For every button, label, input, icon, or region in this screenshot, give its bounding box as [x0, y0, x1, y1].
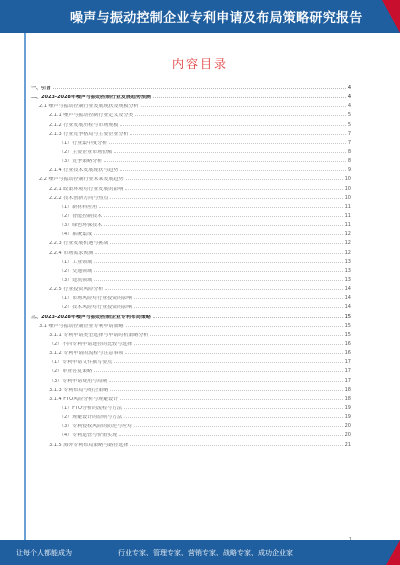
toc-entry-page: 8 [347, 158, 351, 165]
toc-entry[interactable] [31, 431, 351, 440]
toc-leader-dots [104, 225, 342, 226]
toc-leader-dots [110, 198, 342, 199]
toc-leader-dots [110, 243, 342, 244]
toc-entry[interactable] [31, 322, 351, 331]
toc-leader-dots [153, 317, 343, 318]
toc-entry[interactable] [31, 130, 351, 139]
toc-entry[interactable] [31, 331, 351, 340]
toc-leader-dots [110, 390, 342, 391]
toc-entry-label: （4）系统集成 [59, 232, 93, 238]
toc-leader-dots [134, 344, 342, 345]
toc-entry-page: 5 [347, 112, 351, 119]
report-title: 噪声与振动控制企业专利申请及布局策略研究报告 [70, 11, 363, 26]
toc-title: 内容目录 [171, 57, 228, 71]
toc-entry-label: 三、2023-2028年噪声与振动控制企业专利布局策略 [31, 314, 151, 320]
toc-leader-dots [53, 88, 346, 89]
toc-entry-page: 10 [344, 176, 351, 183]
toc-entry-page: 14 [344, 304, 351, 311]
toc-entry[interactable] [31, 367, 351, 376]
toc-entry-page: 15 [344, 322, 351, 329]
toc-entry[interactable] [31, 349, 351, 358]
toc-entry-page: 12 [344, 249, 351, 256]
toc-entry-page: 14 [344, 295, 351, 302]
sidebar-decoration-line [24, 33, 26, 553]
toc-entry-label: （1）FTO分析的流程与方法 [59, 405, 122, 411]
toc-entry-page: 13 [344, 277, 351, 284]
toc-entry-page: 13 [344, 258, 351, 265]
toc-entry[interactable] [31, 84, 351, 93]
toc-entry-page: 7 [347, 139, 351, 146]
toc-leader-dots [125, 353, 342, 354]
toc-leader-dots [99, 207, 342, 208]
toc-entry-label: （1）专利申请文件撰写要点 [49, 360, 113, 366]
toc-entry-page: 11 [344, 213, 351, 220]
toc-entry[interactable] [31, 111, 351, 120]
toc-entry[interactable] [31, 139, 351, 148]
toc-leader-dots [126, 326, 343, 327]
toc-entry-page: 15 [344, 331, 351, 338]
toc-leader-dots [120, 125, 345, 126]
toc-entry[interactable] [31, 377, 351, 386]
toc-leader-dots [95, 253, 342, 254]
toc-entry-label: （1）工业领域 [59, 259, 93, 265]
toc-entry-label: 3.1.2 专利申请的流程与注意事项 [49, 351, 124, 357]
toc-leader-dots [94, 234, 342, 235]
toc-entry-page: 4 [347, 94, 351, 101]
header-bar [0, 0, 400, 33]
toc-entry-label: 2.1.1 噪声与振动控制行业定义及分类 [49, 113, 134, 119]
toc-entry-page: 10 [344, 194, 351, 201]
toc-entry-page: 5 [347, 121, 351, 128]
toc-entry[interactable] [31, 258, 351, 267]
toc-entry[interactable] [31, 239, 351, 248]
toc-entry-page: 11 [344, 203, 351, 210]
toc-leader-dots [135, 115, 345, 116]
toc-entry-label: 2.1.2 行业发展历程与市场规模 [49, 122, 119, 128]
toc-leader-dots [94, 262, 342, 263]
toc-leader-dots [130, 445, 342, 446]
toc-entry[interactable] [31, 267, 351, 276]
toc-leader-dots [119, 435, 342, 436]
toc-entry-label: 2.2.5 行业投资风险分析 [49, 287, 104, 293]
toc-entry-label: 3.1 噪声与振动控制企业专利申请策略 [39, 323, 124, 329]
toc-entry[interactable] [31, 404, 351, 413]
toc-entry-label: 2.1.3 行业竞争格局与主要企业分析 [49, 131, 129, 137]
toc-entry-label: 一、引言 [31, 86, 52, 92]
toc-leader-dots [124, 408, 343, 409]
toc-entry[interactable] [31, 303, 351, 312]
toc-entry[interactable] [31, 157, 351, 166]
toc-leader-dots [109, 143, 346, 144]
footer-bar [0, 540, 400, 565]
toc-entry-label: （1）新材料应用 [59, 204, 98, 210]
toc-entry-page: 16 [344, 350, 351, 357]
toc-entry[interactable] [31, 203, 351, 212]
toc-entry[interactable] [31, 285, 351, 294]
toc-entry[interactable] [31, 230, 351, 239]
toc-entry[interactable] [31, 102, 351, 111]
toc-entry-label: 2.2.4 市场需求预测 [49, 250, 94, 256]
toc-entry-label: （2）交通领域 [59, 268, 93, 274]
toc-entry-label: （1）市场风险对行业投资的影响 [59, 296, 133, 302]
toc-entry[interactable] [31, 386, 351, 395]
toc-entry-label: 2.2.1 政策环境对行业发展的影响 [49, 186, 124, 192]
toc-entry-label: （3）竞争策略分析 [59, 159, 103, 165]
toc-entry-label: 2.1 噪声与振动控制行业发展现状及规模分析 [39, 104, 139, 110]
toc-leader-dots [120, 170, 345, 171]
toc-entry-page: 19 [344, 404, 351, 411]
toc-entry-label: （3）专利侵权风险的防范与应对 [59, 424, 133, 430]
toc-entry-page: 17 [344, 359, 351, 366]
toc-entry-page: 20 [344, 423, 351, 430]
toc-entry-page: 14 [344, 286, 351, 293]
toc-leader-dots [150, 335, 342, 336]
toc-entry-label: （2）技术风险对行业投资的影响 [59, 305, 133, 311]
toc-leader-dots [141, 106, 346, 107]
toc-entry-page: 17 [344, 377, 351, 384]
toc-entry-page: 15 [344, 313, 351, 320]
toc-entry[interactable] [31, 121, 351, 130]
toc-entry[interactable] [31, 294, 351, 303]
toc-entry-label: （2）不同专利申请途径的比较与选择 [49, 342, 133, 347]
table-of-contents [31, 84, 351, 450]
header-corner-decoration [382, 0, 400, 33]
toc-entry-page: 20 [344, 432, 351, 439]
toc-entry-page: 12 [344, 240, 351, 247]
toc-entry-label: （1）行业集中度分析 [59, 140, 108, 146]
toc-entry[interactable] [31, 358, 351, 367]
toc-entry-label: （2）主要企业市场份额 [59, 150, 113, 156]
toc-entry[interactable] [31, 221, 351, 230]
toc-entry-page: 18 [344, 386, 351, 393]
toc-entry-label: 2.2.3 行业发展机遇与挑战 [49, 241, 109, 247]
toc-entry-label: （3）绿色环保技术 [59, 223, 103, 229]
toc-entry-page: 4 [347, 103, 351, 110]
toc-entry-page: 17 [344, 368, 351, 375]
toc-entry[interactable] [31, 212, 351, 221]
toc-leader-dots [130, 134, 345, 135]
toc-leader-dots [94, 280, 342, 281]
toc-leader-dots [134, 426, 342, 427]
toc-entry-page: 9 [347, 167, 351, 174]
footer-slogan-right: 行业专家、管理专家、营销专家、战略专家、成功企业家 [118, 549, 293, 557]
toc-entry-label: （3）建筑领域 [59, 278, 93, 284]
toc-entry[interactable] [31, 276, 351, 285]
toc-entry[interactable] [31, 148, 351, 157]
toc-entry-label: （2）审查答复策略 [49, 369, 93, 375]
toc-entry-label: 2.2 噪声与振动控制行业未来发展趋势 [39, 177, 124, 183]
toc-entry-page: 4 [347, 85, 351, 92]
toc-entry[interactable] [31, 249, 351, 258]
toc-entry-page: 18 [344, 395, 351, 402]
toc-leader-dots [109, 381, 342, 382]
toc-entry[interactable] [31, 395, 351, 404]
toc-entry-page: 19 [344, 414, 351, 421]
toc-leader-dots [105, 289, 342, 290]
toc-leader-dots [120, 399, 343, 400]
toc-entry[interactable] [31, 185, 351, 194]
toc-entry-page: 11 [344, 222, 351, 229]
toc-entry-label: 2.2.2 技术创新方向与热点 [49, 195, 109, 201]
toc-entry[interactable] [31, 413, 351, 422]
toc-entry-page: 12 [344, 231, 351, 238]
toc-leader-dots [125, 189, 342, 190]
toc-entry[interactable] [31, 166, 351, 175]
toc-entry[interactable] [31, 340, 351, 349]
toc-entry[interactable] [31, 93, 351, 102]
toc-entry-label: 3.1.4 FTO风险分析与规避设计 [49, 396, 119, 402]
toc-entry-label: （3）专利申请费用与周期 [49, 378, 108, 384]
toc-leader-dots [114, 362, 342, 363]
toc-entry-page: 8 [347, 149, 351, 156]
toc-leader-dots [94, 271, 342, 272]
toc-entry-label: 3.1.5 海外专利布局策略与路径选择 [49, 442, 129, 448]
toc-entry-page: 16 [344, 341, 351, 347]
toc-entry-page: 21 [344, 441, 351, 448]
toc-entry-label: 3.1.3 专利布局与组合策略 [49, 387, 109, 393]
toc-leader-dots [104, 161, 346, 162]
footer-corner-decoration [386, 540, 400, 565]
toc-entry-label: （2）规避设计的原则与方法 [59, 415, 123, 421]
toc-entry[interactable] [31, 194, 351, 203]
toc-entry-label: （4）专利运营与价值实现 [59, 433, 118, 439]
toc-entry-page: 10 [344, 185, 351, 192]
toc-leader-dots [94, 371, 342, 372]
toc-leader-dots [153, 97, 346, 98]
toc-entry[interactable] [31, 422, 351, 431]
toc-entry[interactable] [31, 175, 351, 184]
toc-leader-dots [134, 307, 342, 308]
toc-entry-page: 13 [344, 267, 351, 274]
toc-entry[interactable] [31, 313, 351, 322]
toc-leader-dots [126, 179, 343, 180]
toc-entry-label: 3.1.1 专利申请类型选择与申请时机策略分析 [49, 332, 149, 338]
footer-slogan-left: 让每个人都能成为 [16, 549, 72, 557]
toc-entry-page: 7 [347, 130, 351, 137]
toc-leader-dots [114, 152, 346, 153]
toc-leader-dots [134, 298, 342, 299]
toc-entry[interactable] [31, 440, 351, 449]
toc-leader-dots [104, 216, 342, 217]
toc-entry-label: （2）智能控制技术 [59, 214, 103, 220]
toc-entry-label: 2.1.4 行业技术发展现状与趋势 [49, 168, 119, 174]
toc-leader-dots [124, 417, 342, 418]
toc-entry-label: 二、2023-2028年噪声与振动控制行业发展趋势预测 [31, 95, 151, 101]
